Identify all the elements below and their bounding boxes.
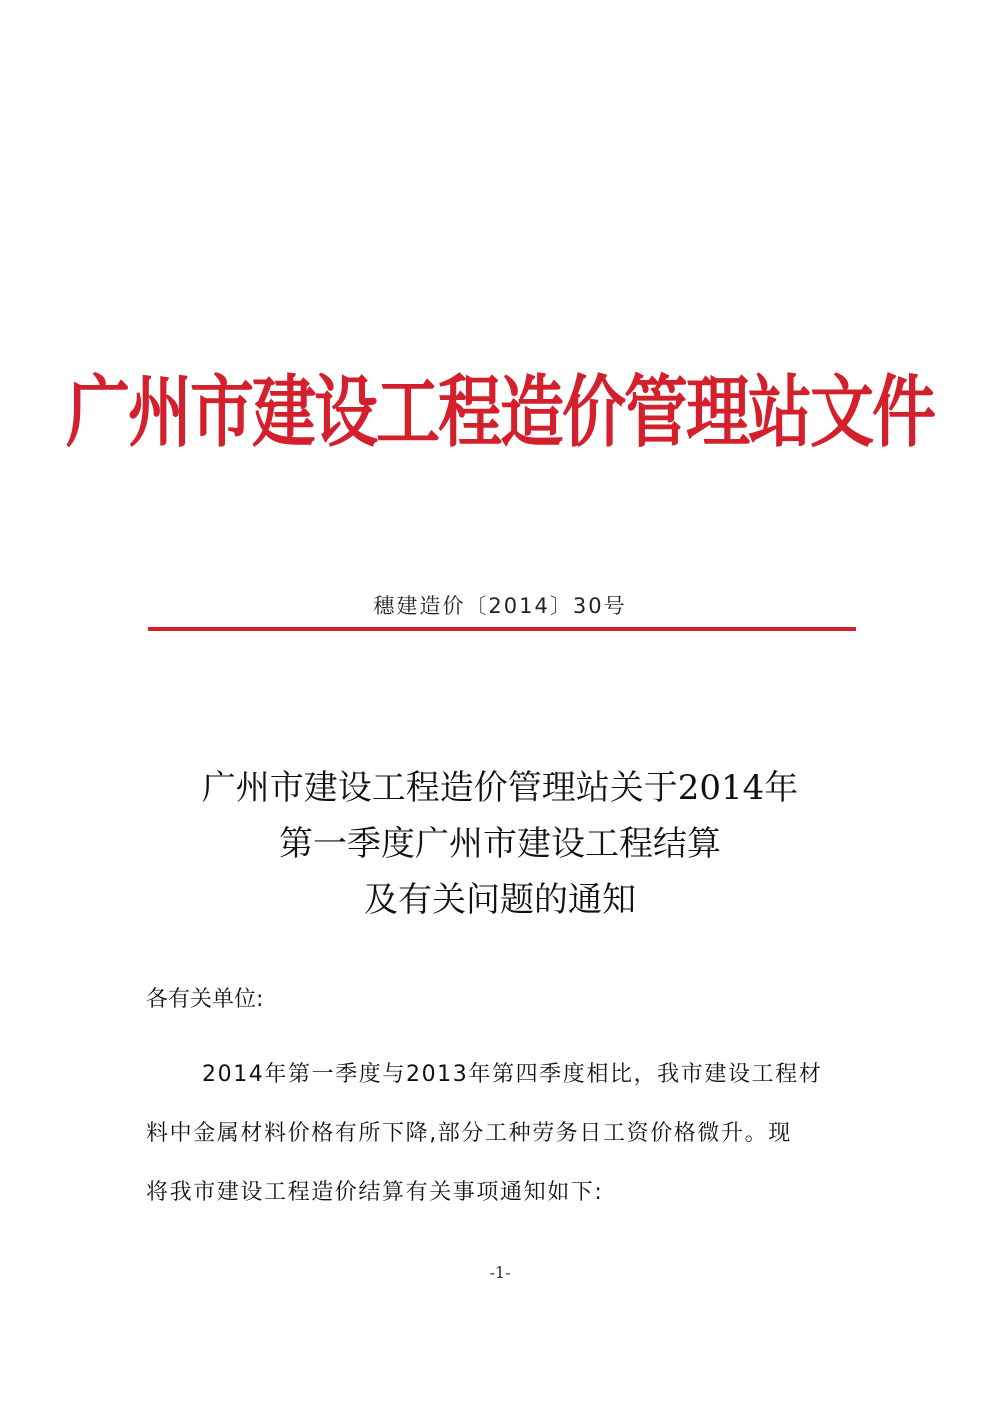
title-line: 及有关问题的通知 bbox=[364, 880, 636, 920]
paragraph-line: 2014年第一季度与2013年第四季度相比，我市建设工程材 bbox=[202, 1062, 823, 1087]
page-number: -1- bbox=[489, 1263, 511, 1282]
paragraph-line: 料中金属材料价格有所下降,部分工种劳务日工资价格微升。现 bbox=[146, 1121, 792, 1146]
title-line: 广州市建设工程造价管理站关于2014年 bbox=[201, 768, 799, 808]
paragraph-line: 将我市建设工程造价结算有关事项通知如下: bbox=[146, 1180, 604, 1205]
body-paragraph bbox=[146, 1045, 858, 1222]
salutation: 各有关单位: bbox=[146, 987, 264, 1012]
notice-title bbox=[0, 760, 1000, 928]
red-divider-line bbox=[148, 627, 856, 631]
document-number: 穗建造价〔2014〕30号 bbox=[373, 594, 627, 618]
issuer-header: 广州市建设工程造价管理站文件 bbox=[66, 367, 934, 459]
title-line: 第一季度广州市建设工程结算 bbox=[279, 824, 721, 864]
